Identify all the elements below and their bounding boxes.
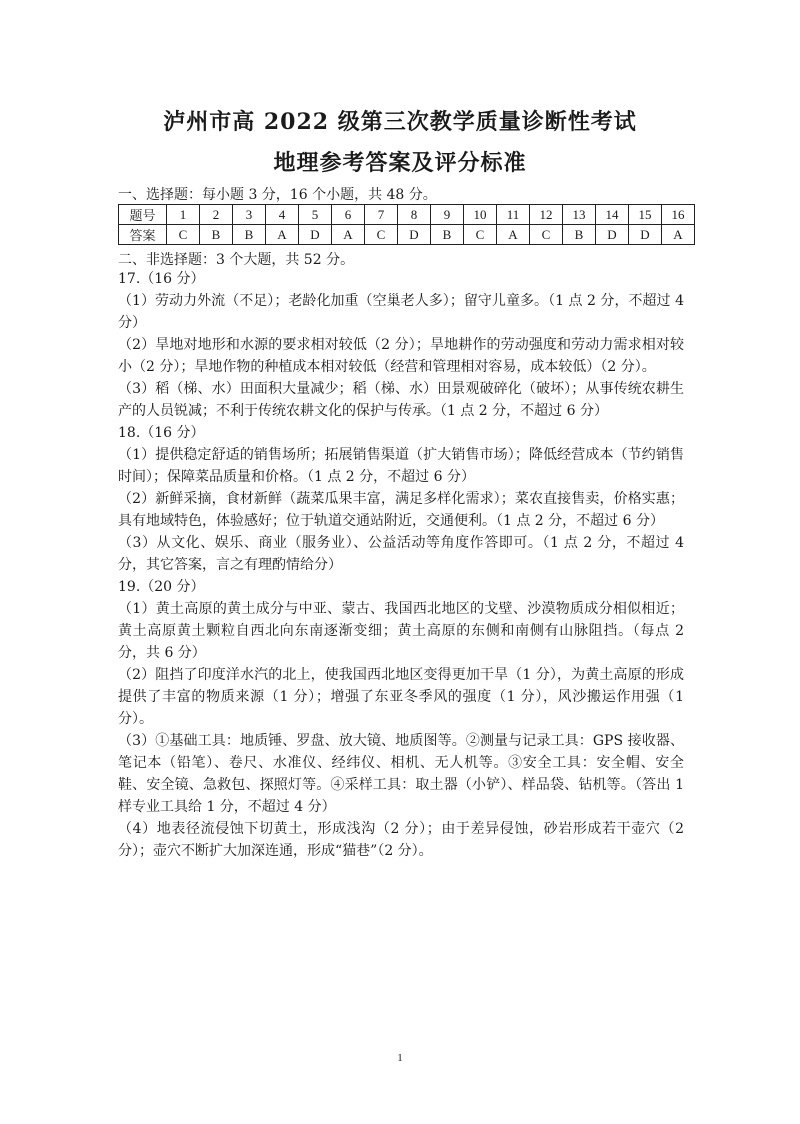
- question-number: 1: [167, 205, 200, 225]
- q19-part1: （1）黄土高原的黄土成分与中亚、蒙古、我国西北地区的戈壁、沙漠物质成分相似相近；黄土高原黄土颗粒自西北向东南逐渐变细；黄土高原的东侧和南侧有山脉阻挡。（每点 2 分，共 6 分）: [118, 601, 684, 661]
- q17-part3: （3）稻（梯、水）田面积大量减少；稻（梯、水）田景观破碎化（破坏）；从事传统农耕生产的人员锐减；不利于传统农耕文化的保护与传承。（1 点 2 分，不超过 6 分）: [118, 381, 684, 419]
- q17-part1: （1）劳动力外流（不足）；老龄化加重（空巢老人多）；留守儿童多。（1 点 2 分，不超过 4 分）: [118, 293, 684, 331]
- question-number: 15: [629, 205, 662, 225]
- q19-part3: （3）①基础工具：地质锤、罗盘、放大镜、地质图等。②测量与记录工具：GPS 接收器、笔记本（铅笔）、卷尺、水准仪、经纬仪、相机、无人机等。③安全工具：安全帽、安全鞋、安全镜、急救包、探照灯等。④采样工具：取土器（小铲）、样品袋、钻机等。（答出 1 样专业工具给 1 分，不超过 4 分）: [118, 733, 684, 815]
- answer-body: [118, 268, 684, 862]
- answer-table: [118, 204, 695, 245]
- row-label-number: 题号: [119, 205, 167, 225]
- answer-cell: D: [299, 225, 332, 245]
- answer-cell: B: [200, 225, 233, 245]
- question-number: 12: [530, 205, 563, 225]
- answer-cell: C: [167, 225, 200, 245]
- q17-part2: （2）旱地对地形和水源的要求相对较低（2 分）；旱地耕作的劳动强度和劳动力需求相对较小（2 分）；旱地作物的种植成本相对较低（经营和管理相对容易，成本较低）（2 分）。: [118, 337, 684, 375]
- answer-cell: B: [233, 225, 266, 245]
- q18-part1: （1）提供稳定舒适的销售场所；拓展销售渠道（扩大销售市场）；降低经营成本（节约销售时间）；保障菜品质量和价格。（1 点 2 分，不超过 6 分）: [118, 447, 684, 485]
- question-number: 8: [398, 205, 431, 225]
- answer-cell: C: [530, 225, 563, 245]
- answer-cell: D: [629, 225, 662, 245]
- q18-part3: （3）从文化、娱乐、商业（服务业）、公益活动等角度作答即可。（1 点 2 分，不超过 4 分，其它答案，言之有理酌情给分）: [118, 535, 684, 573]
- answer-cell: D: [398, 225, 431, 245]
- q19-part2: （2）阻挡了印度洋水汽的北上，使我国西北地区变得更加干旱（1 分），为黄土高原的形成提供了丰富的物质来源（1 分）；增强了东亚冬季风的强度（1 分），风沙搬运作用强（1 分）。: [118, 667, 684, 727]
- question-19-header: 19.（20 分）: [118, 579, 205, 595]
- answer-cell: A: [497, 225, 530, 245]
- question-17-header: 17.（16 分）: [118, 271, 205, 287]
- answer-cell: A: [332, 225, 365, 245]
- question-number: 13: [563, 205, 596, 225]
- answer-cell: D: [596, 225, 629, 245]
- answer-cell: A: [662, 225, 695, 245]
- question-18-header: 18.（16 分）: [118, 425, 205, 441]
- question-number: 6: [332, 205, 365, 225]
- section2-heading: 二、非选择题：3 个大题，共 52 分。: [118, 252, 355, 268]
- document-subtitle: 地理参考答案及评分标准: [273, 150, 527, 176]
- question-number: 16: [662, 205, 695, 225]
- question-number: 2: [200, 205, 233, 225]
- question-number-row: [119, 205, 695, 225]
- question-number: 3: [233, 205, 266, 225]
- question-number: 14: [596, 205, 629, 225]
- question-number: 11: [497, 205, 530, 225]
- q18-part2: （2）新鲜采摘，食材新鲜（蔬菜瓜果丰富，满足多样化需求）；菜农直接售卖，价格实惠；具有地域特色，体验感好；位于轨道交通站附近，交通便利。（1 点 2 分，不超过 6 分）: [118, 491, 684, 529]
- answer-cell: B: [563, 225, 596, 245]
- page-number: 1: [397, 1052, 403, 1064]
- answer-cell: B: [431, 225, 464, 245]
- question-number: 10: [464, 205, 497, 225]
- question-number: 5: [299, 205, 332, 225]
- answer-cell: C: [365, 225, 398, 245]
- answer-row: [119, 225, 695, 245]
- q19-part4: （4）地表径流侵蚀下切黄土，形成浅沟（2 分）；由于差异侵蚀，砂岩形成若干壶穴（2 分）；壶穴不断扩大加深连通，形成“猫巷”（2 分）。: [118, 821, 684, 859]
- answer-cell: C: [464, 225, 497, 245]
- section1-heading: 一、选择题：每小题 3 分，16 个小题，共 48 分。: [118, 187, 437, 203]
- question-number: 4: [266, 205, 299, 225]
- question-number: 7: [365, 205, 398, 225]
- question-number: 9: [431, 205, 464, 225]
- row-label-answer: 答案: [119, 225, 167, 245]
- exam-title: 泸州市高 2022 级第三次教学质量诊断性考试: [163, 109, 637, 135]
- answer-cell: A: [266, 225, 299, 245]
